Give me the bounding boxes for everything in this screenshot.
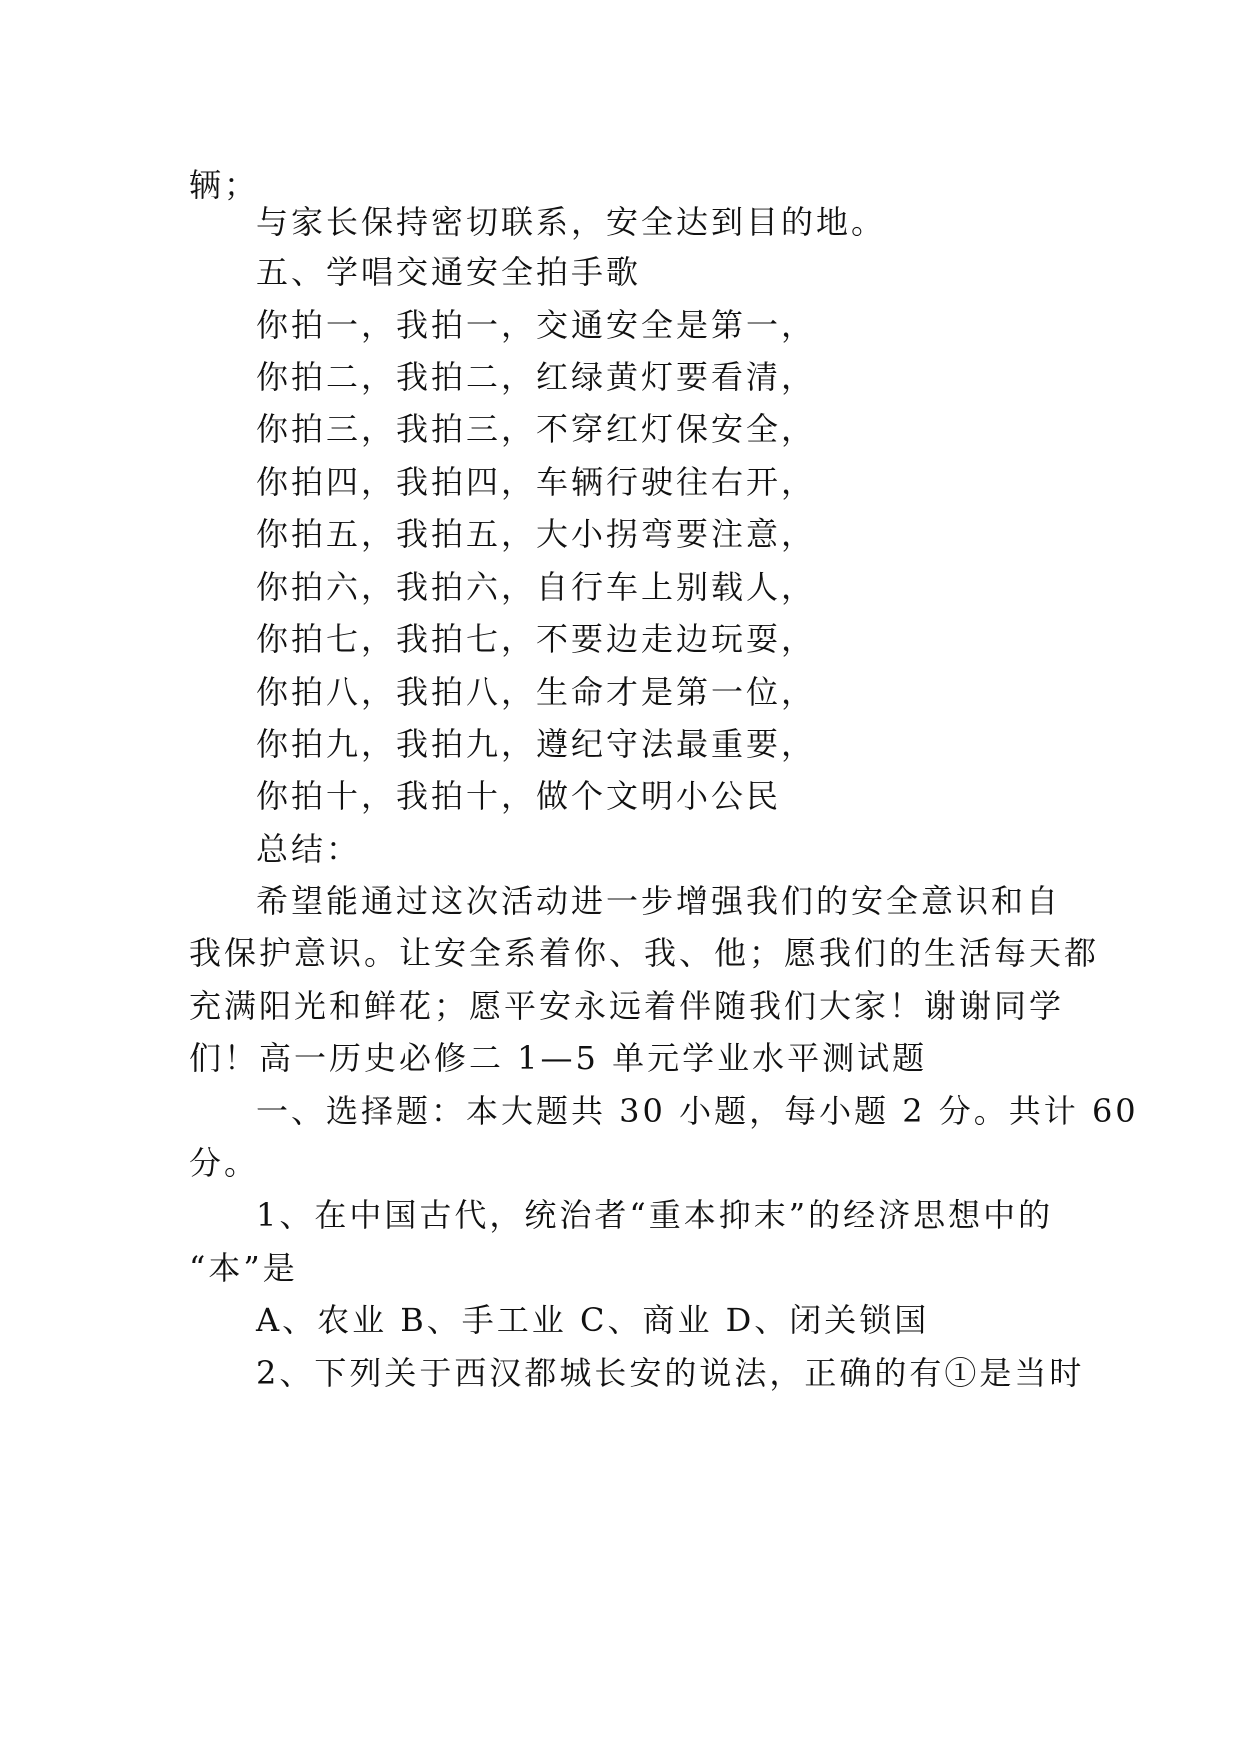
song-line: 你拍三，我拍三，不穿红灯保安全，: [256, 410, 817, 448]
song-line: 你拍一，我拍一，交通安全是第一，: [256, 306, 817, 344]
text-line: 与家长保持密切联系，安全达到目的地。: [256, 203, 887, 241]
text-line: 辆；: [189, 166, 260, 204]
song-line: 你拍六，我拍六，自行车上别载人，: [256, 568, 817, 606]
paragraph-line: 希望能通过这次活动进一步增强我们的安全意识和自: [256, 882, 1062, 920]
section-heading: 五、学唱交通安全拍手歌: [256, 253, 642, 291]
summary-heading: 总结：: [256, 830, 362, 868]
song-line: 你拍十，我拍十，做个文明小公民: [256, 777, 782, 815]
paragraph-line: 分。: [189, 1144, 260, 1182]
song-line: 你拍八，我拍八，生命才是第一位，: [256, 673, 817, 711]
paragraph-line: 们！高一历史必修二 1—5 单元学业水平测试题: [189, 1039, 928, 1077]
answer-options: A、农业 B、手工业 C、商业 D、闭关锁国: [256, 1301, 930, 1339]
song-line: 你拍二，我拍二，红绿黄灯要看清，: [256, 358, 817, 396]
song-line: 你拍四，我拍四，车辆行驶往右开，: [256, 463, 817, 501]
song-line: 你拍五，我拍五，大小拐弯要注意，: [256, 515, 817, 553]
song-line: 你拍七，我拍七，不要边走边玩耍，: [256, 620, 817, 658]
question-line: “本”是: [189, 1249, 298, 1287]
question-section-heading: 一、选择题：本大题共 30 小题，每小题 2 分。共计 60: [256, 1092, 1139, 1130]
paragraph-line: 我保护意识。让安全系着你、我、他；愿我们的生活每天都: [189, 934, 1100, 972]
song-line: 你拍九，我拍九，遵纪守法最重要，: [256, 725, 817, 763]
question-line: 1、在中国古代，统治者“重本抑末”的经济思想中的: [256, 1196, 1054, 1234]
question-line: 2、下列关于西汉都城长安的说法，正确的有①是当时: [256, 1354, 1085, 1392]
paragraph-line: 充满阳光和鲜花；愿平安永远着伴随我们大家！谢谢同学: [189, 987, 1065, 1025]
